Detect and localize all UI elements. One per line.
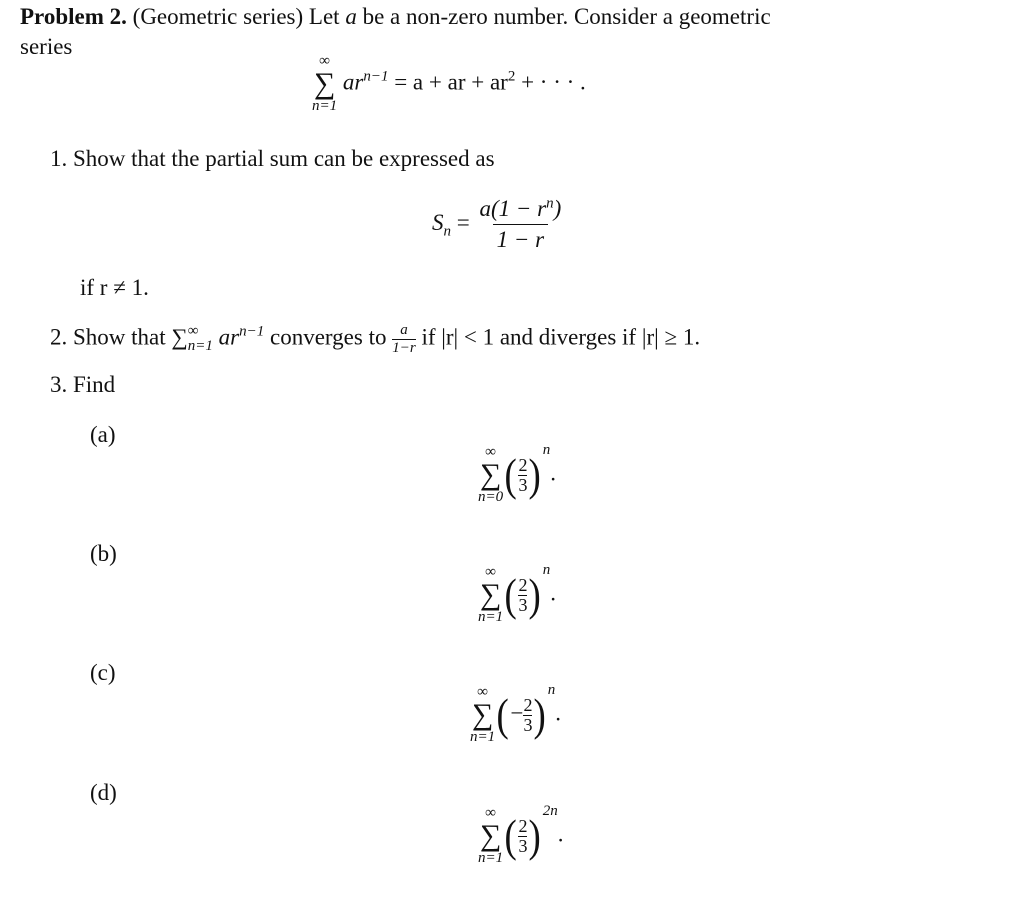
item-2-text-before: Show that (73, 324, 166, 350)
left-paren-icon: ( (504, 449, 517, 500)
series-term: ar (342, 69, 364, 95)
item-2-term: ar (218, 324, 240, 350)
series-equation (312, 54, 586, 114)
partial-sum-equation (432, 196, 565, 253)
subpart-c-fraction (523, 696, 532, 735)
right-paren-icon: ) (528, 569, 542, 620)
right-paren-icon: ) (528, 810, 542, 861)
subpart-c-period: . (555, 700, 562, 726)
subpart-b-period: . (550, 580, 557, 606)
subpart-c-sign: − (510, 700, 524, 726)
partial-sum-lhs: S (432, 209, 444, 235)
item-3 (50, 372, 115, 398)
item-1-text: Show that the partial sum can be expressed as (73, 146, 495, 171)
sigma-icon: ∑ (471, 698, 494, 731)
item-1 (50, 146, 495, 172)
subpart-c-num: 2 (523, 694, 533, 715)
series-term-exp: n−1 (363, 68, 389, 85)
item-2-term-exp: n−1 (239, 323, 265, 340)
problem-intro-line1 (20, 4, 771, 30)
sigma-icon: ∑ (479, 578, 502, 611)
series-sum-lower: n=1 (312, 98, 338, 114)
subpart-a-fraction (518, 456, 527, 495)
partial-sum-denominator: 1 − r (493, 224, 548, 253)
item-2-frac-den: 1−r (392, 339, 416, 356)
subpart-c-sum (470, 685, 495, 745)
subpart-b-label: (b) (90, 541, 117, 566)
subpart-d-label: (d) (90, 780, 117, 805)
subpart-a-den: 3 (518, 474, 528, 495)
left-paren-icon: ( (496, 689, 509, 740)
item-2 (50, 322, 700, 356)
right-paren-icon: ) (528, 449, 542, 500)
subpart-d-upper: ∞ (485, 805, 496, 821)
subpart-b-upper: ∞ (485, 564, 496, 580)
subpart-c-expression (470, 681, 562, 745)
subpart-a-label: (a) (90, 422, 116, 447)
sigma-icon: ∑ (479, 819, 502, 852)
subpart-a-period: . (550, 460, 557, 486)
intro-suffix: be a non-zero number. Consider a geometric (362, 4, 771, 29)
subpart-a-expression (478, 441, 557, 505)
sigma-icon: ∑ (171, 324, 188, 350)
subpart-c-lower: n=1 (470, 729, 496, 745)
subpart-b-den: 3 (518, 594, 528, 615)
numerator-exp: n (546, 195, 554, 212)
subpart-d-period: . (557, 821, 564, 847)
series-sum-upper: ∞ (319, 53, 330, 69)
partial-sum-numerator (475, 196, 565, 224)
subpart-d-exponent: 2n (542, 802, 558, 819)
item-2-marker: 2. (50, 324, 68, 350)
series-rhs: = a + ar + ar (394, 69, 508, 95)
numerator-close: ) (553, 196, 562, 221)
subpart-d-num: 2 (518, 815, 528, 836)
problem-intro-line2: series (20, 34, 73, 59)
item-2-sum-limits (188, 324, 213, 354)
subpart-b-fraction (518, 576, 527, 615)
intro-prefix: (Geometric series) Let (132, 4, 340, 29)
subpart-d-expression (478, 802, 564, 866)
item-1-marker: 1. (50, 146, 68, 171)
item-2-text-mid: converges to (270, 324, 387, 350)
subpart-c-exponent: n (547, 681, 556, 698)
subpart-a-num: 2 (518, 454, 528, 475)
numerator-text: a(1 − r (479, 196, 547, 221)
item-2-sum-sup: ∞ (187, 323, 199, 339)
subpart-a-exponent: n (542, 441, 551, 458)
subpart-c-label: (c) (90, 660, 116, 685)
subpart-a-lower: n=0 (478, 489, 504, 505)
subpart-c-den: 3 (523, 714, 533, 735)
subpart-d-lower: n=1 (478, 850, 504, 866)
subpart-b-exponent: n (542, 561, 551, 578)
item-3-marker: 3. (50, 372, 68, 397)
subpart-d-den: 3 (518, 835, 528, 856)
partial-sum-condition: if r ≠ 1. (80, 275, 149, 300)
item-3-text: Find (73, 372, 116, 397)
series-rhs-tail: + · · · . (521, 69, 586, 95)
intro-var-a: a (345, 4, 357, 29)
subpart-d-sum (478, 806, 503, 866)
subpart-b-lower: n=1 (478, 609, 504, 625)
partial-sum-fraction (475, 196, 565, 253)
subpart-c-upper: ∞ (477, 684, 488, 700)
item-2-sum-sub: n=1 (187, 338, 213, 354)
partial-sum-eq: = (456, 209, 470, 235)
partial-sum-lhs-sub: n (443, 223, 451, 240)
sigma-icon: ∑ (479, 458, 502, 491)
series-sum-operator (312, 54, 337, 114)
subpart-b-expression (478, 561, 557, 625)
subpart-d-fraction (518, 817, 527, 856)
right-paren-icon: ) (533, 689, 547, 740)
item-2-text-after: if |r| < 1 and diverges if |r| ≥ 1. (421, 324, 701, 350)
left-paren-icon: ( (504, 810, 517, 861)
subpart-a-sum (478, 445, 503, 505)
item-2-fraction (392, 322, 415, 356)
item-2-frac-num: a (400, 322, 408, 338)
left-paren-icon: ( (504, 569, 517, 620)
subpart-a-upper: ∞ (485, 444, 496, 460)
sigma-icon: ∑ (313, 67, 336, 100)
subpart-b-num: 2 (518, 574, 528, 595)
subpart-b-sum (478, 565, 503, 625)
series-rhs-exp: 2 (507, 68, 516, 85)
problem-label: Problem 2. (20, 4, 127, 29)
